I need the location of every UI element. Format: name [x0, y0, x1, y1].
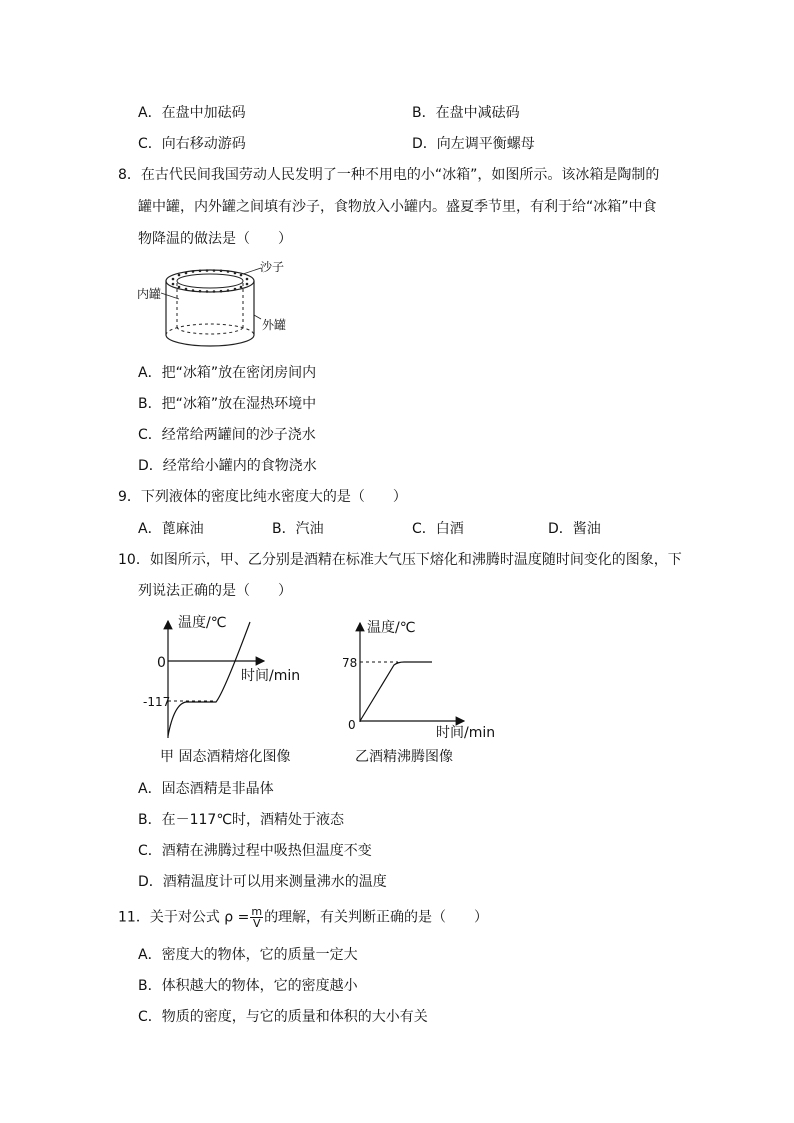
q10-option-c: C．酒精在沸腾过程中吸热但温度不变 [138, 843, 372, 859]
graph-left-tick-low: -117 [143, 695, 171, 709]
q11-stem-suffix: 的理解，有关判断正确的是（ ） [264, 909, 489, 926]
q11-formula-fraction [250, 906, 263, 929]
q10-option-b: B．在－117℃时，酒精处于液态 [138, 812, 345, 828]
q8-label-outer-pot: 外罐 [262, 318, 287, 332]
q7-option-c: C．向右移动游码 [138, 136, 246, 152]
q10-stem-line-1: 10．如图所示，甲、乙分别是酒精在标准大气压下熔化和沸腾时温度随时间变化的图象，下 [118, 552, 682, 568]
q9-option-b: B．汽油 [272, 521, 324, 537]
q11-option-c: C．物质的密度，与它的质量和体积的大小有关 [138, 1009, 428, 1025]
boiling-curve [360, 662, 432, 721]
graph-right-caption: 乙酒精沸腾图像 [355, 749, 453, 765]
q10-stem-line-2: 列说法正确的是（ ） [138, 583, 292, 599]
q8-stem-line-3: 物降温的做法是（ ） [138, 231, 292, 247]
q8-option-a: A．把“冰箱”放在密闭房间内 [138, 365, 317, 381]
graph-right-tick-0: 0 [348, 718, 356, 732]
q7-option-a: A．在盘中加砝码 [138, 105, 246, 121]
graph-right-tick-78: 78 [342, 656, 358, 670]
graph-right-ylabel: 温度/℃ [367, 620, 416, 636]
q8-label-inner-pot: 内罐 [137, 287, 162, 301]
q11-option-b: B．体积越大的物体，它的密度越小 [138, 978, 358, 994]
q8-option-d: D．经常给小罐内的食物浇水 [138, 458, 317, 474]
q11-fraction-numerator: m [251, 905, 263, 918]
graph-left-tick-0: 0 [157, 655, 166, 671]
q8-stem-line-2: 罐中罐，内外罐之间填有沙子，食物放入小罐内。盛夏季节里，有利于给“冰箱”中食 [138, 199, 657, 215]
q10-option-d: D．酒精温度计可以用来测量沸水的温度 [138, 874, 387, 890]
graph-left-xlabel: 时间/min [241, 668, 301, 684]
q11-stem-prefix: 11．关于对公式 ρ = [118, 909, 250, 926]
q8-label-sand: 沙子 [260, 260, 285, 274]
q8-stem-line-1: 8．在古代民间我国劳动人民发明了一种不用电的小“冰箱”，如图所示。该冰箱是陶制的 [118, 167, 660, 183]
graph-right-xlabel: 时间/min [436, 725, 496, 741]
q7-option-d: D．向左调平衡螺母 [412, 136, 535, 152]
melting-curve [168, 622, 250, 736]
q9-stem: 9．下列液体的密度比纯水密度大的是（ ） [118, 489, 407, 505]
q10-option-a: A．固态酒精是非晶体 [138, 781, 274, 797]
q7-option-b: B．在盘中减砝码 [412, 105, 520, 121]
q9-option-c: C．白酒 [412, 521, 464, 537]
q11-option-a: A．密度大的物体，它的质量一定大 [138, 947, 358, 963]
q9-option-a: A．蓖麻油 [138, 521, 204, 537]
q11-stem [118, 906, 488, 929]
q11-fraction-denominator: V [252, 917, 261, 930]
graph-left-ylabel: 温度/℃ [178, 615, 227, 631]
q9-option-d: D．酱油 [548, 521, 601, 537]
q8-option-c: C．经常给两罐间的沙子浇水 [138, 427, 316, 443]
q8-option-b: B．把“冰箱”放在湿热环境中 [138, 396, 317, 412]
graph-left-caption: 甲 固态酒精熔化图像 [160, 749, 291, 765]
